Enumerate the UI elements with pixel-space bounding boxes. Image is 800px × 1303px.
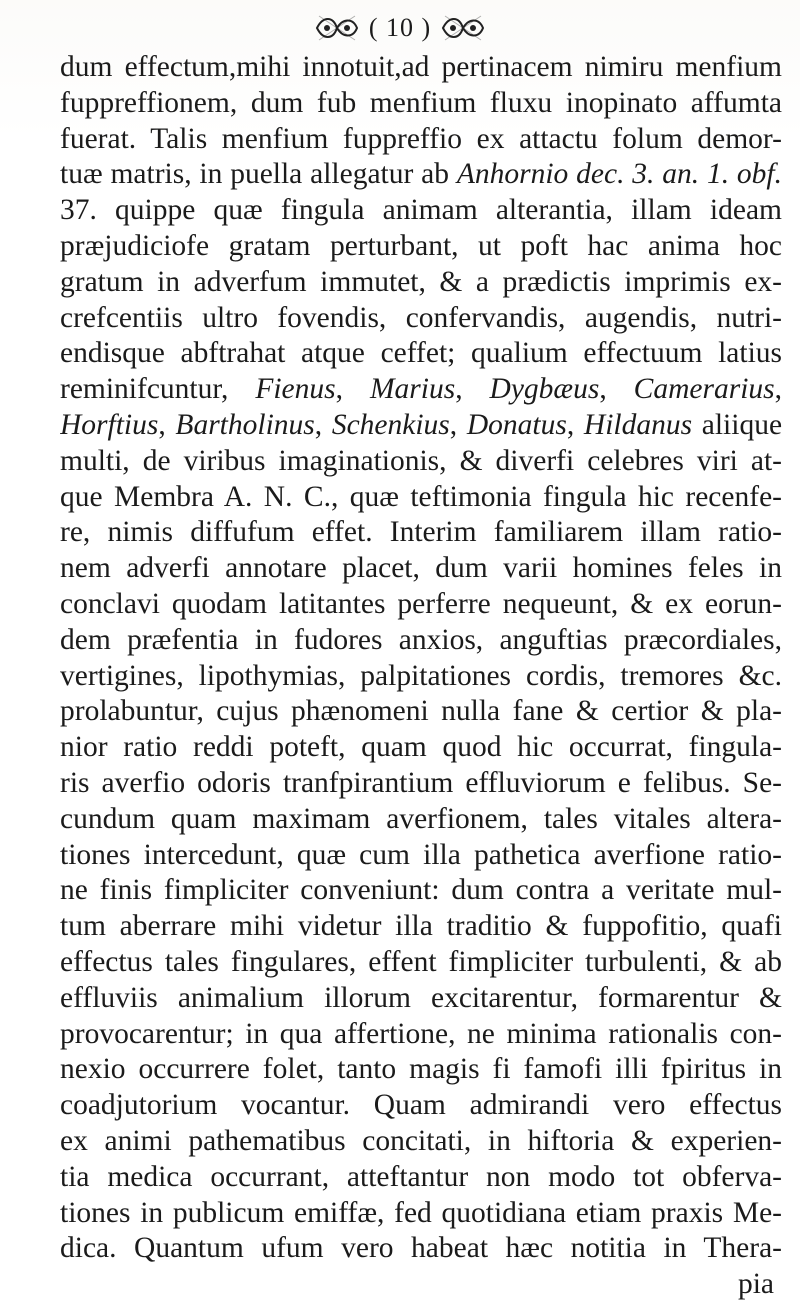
italic-citation: Fienus — [255, 373, 336, 406]
text-segment: multi, de viribus imaginationis, & diverfi celebres viri at- — [60, 444, 782, 477]
text-line — [60, 623, 782, 659]
text-line — [60, 1052, 782, 1088]
text-segment: vertigines, lipothymias, palpitationes cordis, tremores &c. — [60, 659, 782, 692]
text-segment: ex animi pathematibus concitati, in hiftoria & experien- — [60, 1124, 782, 1157]
text-line — [60, 587, 782, 623]
text-line — [60, 265, 782, 301]
text-segment: tiones in publicum emiffæ, fed quotidiana etiam praxis Me- — [60, 1196, 782, 1229]
text-segment: endisque abftrahat atque ceffet; qualium effectuum latius — [60, 337, 782, 370]
text-line — [60, 981, 782, 1017]
text-segment: cundum quam maximam averfionem, tales vitales altera- — [60, 802, 782, 835]
text-line — [60, 50, 782, 86]
text-segment: tia medica occurrant, atteftantur non modo tot obferva- — [60, 1160, 782, 1193]
italic-citation: Hildanus — [583, 408, 693, 441]
italic-citation: Camerarius — [633, 373, 775, 406]
text-segment: pia — [737, 1268, 774, 1301]
text-segment: , — [455, 373, 490, 406]
text-segment: 37. quippe quæ fingula animam alterantia, illam ideam — [60, 194, 782, 227]
text-segment: tuæ matris, in puella allegatur ab — [60, 158, 457, 191]
text-segment: , — [599, 373, 634, 406]
text-line — [60, 86, 782, 122]
text-segment: reminifcuntur, — [60, 373, 256, 406]
text-segment: re, nimis diffufum effet. Interim familiarem illam ratio- — [60, 516, 782, 549]
text-line — [60, 193, 782, 229]
text-segment: nem adverfi annotare placet, dum varii homines feles in — [60, 552, 782, 585]
body-text — [60, 50, 782, 1303]
text-segment: crefcentiis ultro fovendis, confervandis, augendis, nutri- — [60, 301, 782, 334]
text-segment: conclavi quodam latitantes perferre nequeunt, & ex eorun- — [60, 587, 782, 620]
text-segment: dem præfentia in fudores anxios, anguftias præcordiales, — [60, 623, 782, 656]
text-segment: , — [335, 373, 370, 406]
text-segment: ris averfio odoris tranfpirantium effluviorum e felibus. Se- — [60, 766, 782, 799]
text-line — [60, 694, 782, 730]
italic-citation: Dygbæus — [489, 373, 600, 406]
text-line — [60, 301, 782, 337]
text-line — [60, 515, 782, 551]
text-line — [60, 909, 782, 945]
text-segment: effluviis animalium illorum excitarentur, formarentur & — [60, 981, 782, 1014]
text-line — [60, 659, 782, 695]
text-segment: , — [314, 408, 332, 441]
text-line — [60, 157, 782, 193]
text-segment: aliique — [692, 408, 782, 441]
fleuron-left-icon — [313, 10, 361, 46]
italic-citation: Schenkius — [331, 408, 450, 441]
text-line — [60, 1231, 782, 1267]
text-segment: , — [566, 408, 584, 441]
text-line — [60, 372, 782, 408]
text-segment: nexio occurrere folet, tanto magis fi famofi illi fpiritus in — [60, 1053, 782, 1086]
text-line — [60, 802, 782, 838]
text-segment: nior ratio reddi poteft, quam quod hic occurrat, fingula- — [60, 731, 782, 764]
text-segment: gratum in adverfum immutet, & a prædictis imprimis ex- — [60, 265, 782, 298]
page-number: ( 10 ) — [368, 13, 432, 42]
text-line — [60, 551, 782, 587]
fleuron-right-icon — [439, 10, 487, 46]
text-segment: tiones intercedunt, quæ cum illa pathetica averfione ratio- — [60, 838, 782, 871]
text-line — [60, 730, 782, 766]
text-line — [60, 336, 782, 372]
italic-citation: Anhornio dec. 3. an. 1. obf. — [456, 158, 782, 191]
running-header — [0, 6, 800, 50]
text-line — [60, 838, 782, 874]
text-line — [60, 1160, 782, 1196]
text-line — [60, 1088, 782, 1124]
italic-citation: Bartholinus — [175, 408, 315, 441]
text-segment: , — [449, 408, 467, 441]
text-segment: coadjutorium vocantur. Quam admirandi vero effectus — [60, 1089, 782, 1122]
text-line — [60, 1124, 782, 1160]
text-segment: effectus tales fingulares, effent fimpliciter turbulenti, & ab — [60, 945, 782, 978]
text-line — [60, 408, 782, 444]
text-line — [60, 122, 782, 158]
italic-citation: Horftius — [60, 408, 159, 441]
text-segment: dum effectum,mihi innotuit,ad pertinacem nimiru menfium — [60, 51, 782, 83]
text-line — [60, 1267, 782, 1303]
text-segment: provocarentur; in qua affertione, ne minima rationalis con- — [60, 1017, 782, 1050]
text-segment: prolabuntur, cujus phænomeni nulla fane & certior & pla- — [60, 695, 782, 728]
text-segment: fuppreffionem, dum fub menfium fluxu inopinato affumta — [60, 86, 782, 119]
text-segment: , — [774, 373, 782, 406]
italic-citation: Marius — [369, 373, 456, 406]
text-segment: dica. Quantum ufum vero habeat hæc notitia in Thera- — [60, 1232, 782, 1265]
text-segment: tum aberrare mihi videtur illa traditio & fuppofitio, quafi — [60, 910, 782, 943]
text-segment: ne finis fimpliciter conveniunt: dum contra a veritate mul- — [60, 874, 782, 907]
text-line — [60, 480, 782, 516]
text-line — [60, 766, 782, 802]
italic-citation: Donatus — [466, 408, 567, 441]
text-segment: , — [158, 408, 176, 441]
text-line — [60, 945, 782, 981]
text-segment: præjudiciofe gratam perturbant, ut poft hac anima hoc — [60, 229, 782, 262]
text-segment: que Membra A. N. C., quæ teftimonia fingula hic recenfe- — [60, 480, 782, 513]
text-line — [60, 229, 782, 265]
text-line — [60, 873, 782, 909]
text-line — [60, 444, 782, 480]
text-line — [60, 1196, 782, 1232]
text-line — [60, 1017, 782, 1053]
text-segment: fuerat. Talis menfium fuppreffio ex attactu folum demor- — [60, 122, 782, 155]
